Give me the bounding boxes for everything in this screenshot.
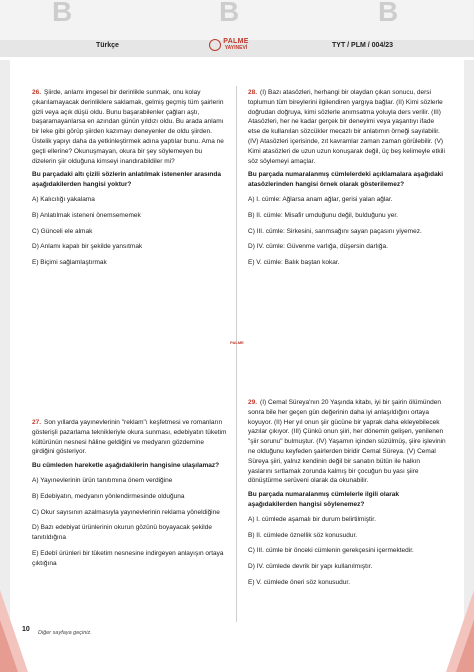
booklet-letter-left: B	[52, 0, 73, 27]
option-a[interactable]: A) Kalıcılığı yakalama	[32, 195, 95, 203]
question-prompt: Bu parçada numaralanmış cümlelerdeki açıklamalara aşağıdaki atasözlerinden hangisi örnek olarak gösterilemez?	[248, 171, 444, 189]
option-b[interactable]: B) Anlatılmak isteneni önemsememek	[32, 211, 141, 219]
option-e[interactable]: E) V. cümle: Balık baştan kokar.	[248, 259, 340, 267]
corner-decoration-right	[434, 560, 474, 672]
option-e[interactable]: E) V. cümlede öneri söz konusudur.	[248, 578, 351, 586]
exam-code: TYT / PLM / 004/23	[332, 42, 394, 49]
option-b[interactable]: B) II. cümle: Misafir umduğunu değil, bulduğunu yer.	[248, 211, 398, 219]
question-27	[32, 418, 228, 575]
option-b[interactable]: B) Edebiyatın, medyanın yönlendirmesinde olduğuna	[32, 492, 185, 500]
palme-logo-icon	[209, 39, 221, 51]
question-number: 28.	[248, 89, 258, 96]
question-number: 29.	[248, 399, 258, 406]
corner-decoration-left	[0, 560, 40, 672]
option-e[interactable]: E) Biçimi sağlamlaştırmak	[32, 259, 107, 267]
option-a[interactable]: A) Yayınevlerinin ürün tanıtımına önem verdiğine	[32, 476, 173, 484]
question-stem: Şiirde, anlamı imgesel bir derinlikle sunmak, onu kolay çıkarılamayacak derinliklere saklamak, gelmiş geçmiş tüm şairlerin gizli veya açık düşü oldu. Bunu başarabilenler çağları aştı, başaramayanlarsa en azından günün yıldızı oldu. Bu arada anlamı bir leke gibi görüp şiirden kazımayı deneyenler de oldu şiirden. Üstelik yapıyı daha da yetkinleştirmek adına yaptılar bunu. Ama ne geçti ellerine? Okunuşmayan, okura bir şey söylemeyen bu dizelerin şiir olduğuna kimseyi inandırabildiler mi?	[32, 89, 224, 165]
next-page-note: Diğer sayfaya geçiniz.	[38, 630, 92, 636]
left-margin-band	[0, 60, 10, 645]
question-prompt: Bu cümleden hareketle aşağıdakilerin hangisine ulaşılamaz?	[32, 462, 220, 470]
middle-logo-mark: PALME	[230, 340, 244, 345]
question-number: 26.	[32, 89, 42, 96]
column-divider	[236, 86, 237, 622]
option-d[interactable]: D) IV. cümle: Güvenme varlığa, düşersin darlığa.	[248, 243, 388, 251]
booklet-letter-center: B	[219, 0, 240, 27]
option-b[interactable]: B) II. cümlede öznellik söz konusudur.	[248, 531, 358, 539]
logo-name: PALME	[223, 38, 249, 45]
question-stem: (I) Cemal Süreya'nın 20 Yaşında kitabı, iyi bir şairin ölümünden sonra bile her geçen gün değerinin daha iyi anlaşıldığını ortaya koyuyor. (II) Her yıl onun şiir gücüne bir yaprak daha ekleyebilecek yazılar çıkıyor. (III) Çünkü onun şiiri, her dönemin gelişen, yenilenen "şiir sorunu" bulmuştur. (IV) Yaşamın içinden süzülmüş, şiire işlevinin ne olduğunu keyfeden şairlerden biridir Cemal Süreya. (V) Cemal Süreya şiiri, yalnız kendinin değil bir sanatın bütün ile halkın yaslarını sırtlamak zorunda kalmış bir çocuğun bu yası şiire dönüştürme serüveni olarak da okunabilir.	[248, 399, 446, 485]
option-e[interactable]: E) Edebî ürünleri bir tüketim nesnesine indirgeyen anlayışın ortaya çıktığına	[32, 549, 224, 567]
booklet-letter-right: B	[378, 0, 399, 27]
option-d[interactable]: D) Bazı edebiyat ürünlerinin okurun gözünü boyayacak şekilde tanıtıldığına	[32, 524, 212, 542]
logo-sub: YAYINEVİ	[224, 45, 248, 51]
option-a[interactable]: A) I. cümle: Ağlarsa anam ağlar, gerisi yalan ağlar.	[248, 195, 393, 203]
question-26	[32, 88, 228, 274]
page-number: 10	[22, 626, 30, 633]
option-d[interactable]: D) Anlamı kapalı bir şekilde yansıtmak	[32, 243, 143, 251]
question-stem: Son yıllarda yayınevlerinin "reklam"ı keşfetmesi ve romanların gösterişli pazarlama teknikleriyle okura sunması, edebiyatın tüketim kültürünün nesnesi hâline geldiğini ve medyanın gözdemine girdiğini gösteriyor.	[32, 419, 227, 456]
option-d[interactable]: D) IV. cümlede devrik bir yapı kullanılmıştır.	[248, 563, 373, 571]
question-29	[248, 398, 446, 594]
option-a[interactable]: A) I. cümlede aşamalı bir durum belirtilmiştir.	[248, 515, 376, 523]
question-number: 27.	[32, 419, 42, 426]
publisher-logo	[207, 36, 265, 58]
option-c[interactable]: C) III. cümle: Sirkesini, sarımsağını sayan paçasını yiyemez.	[248, 227, 422, 235]
option-c[interactable]: C) Günceli ele almak	[32, 227, 93, 235]
right-margin-band	[464, 60, 474, 645]
subject-label: Türkçe	[96, 42, 119, 49]
question-28	[248, 88, 446, 274]
question-prompt: Bu parçada numaralanmış cümlelerle ilgili olarak aşağıdakilerden hangisi söylenemez?	[248, 491, 400, 508]
option-c[interactable]: C) III. cümle bir önceki cümlenin gerekçesini içermektedir.	[248, 547, 414, 555]
question-prompt: Bu parçadaki altı çizili sözlerin anlatılmak istenenler arasında aşağıdakilerden hangisi yoktur?	[32, 171, 221, 189]
question-stem: (I) Bazı atasözleri, herhangi bir olaydan çıkan sonucu, dersi toplumun tüm bireylerini ilgilendiren yargıya bağlar. (II) Kimi sözlerle doğrudan doğruya, kimi sözlerle anımsatma yoluyla ders verilir. (III) Atasözleri, her ne kadar gerçek bir deneyimi veya yaşantıyı ifade etse de kullanılan sözcükler mecazlı bir anlatımın örneği sayılabilir. (IV) Atasözleri içerisinde, zıt kavramlar zaman zaman görülebilir. (V) Kimi atasözleri de uzun uzun konuşarak değil, üç beş kelimeyle etkili söz söylemeyi amaçlar.	[248, 89, 445, 165]
option-c[interactable]: C) Okur sayısının azalmasıyla yayınevlerinin reklama yöneldiğine	[32, 508, 220, 516]
